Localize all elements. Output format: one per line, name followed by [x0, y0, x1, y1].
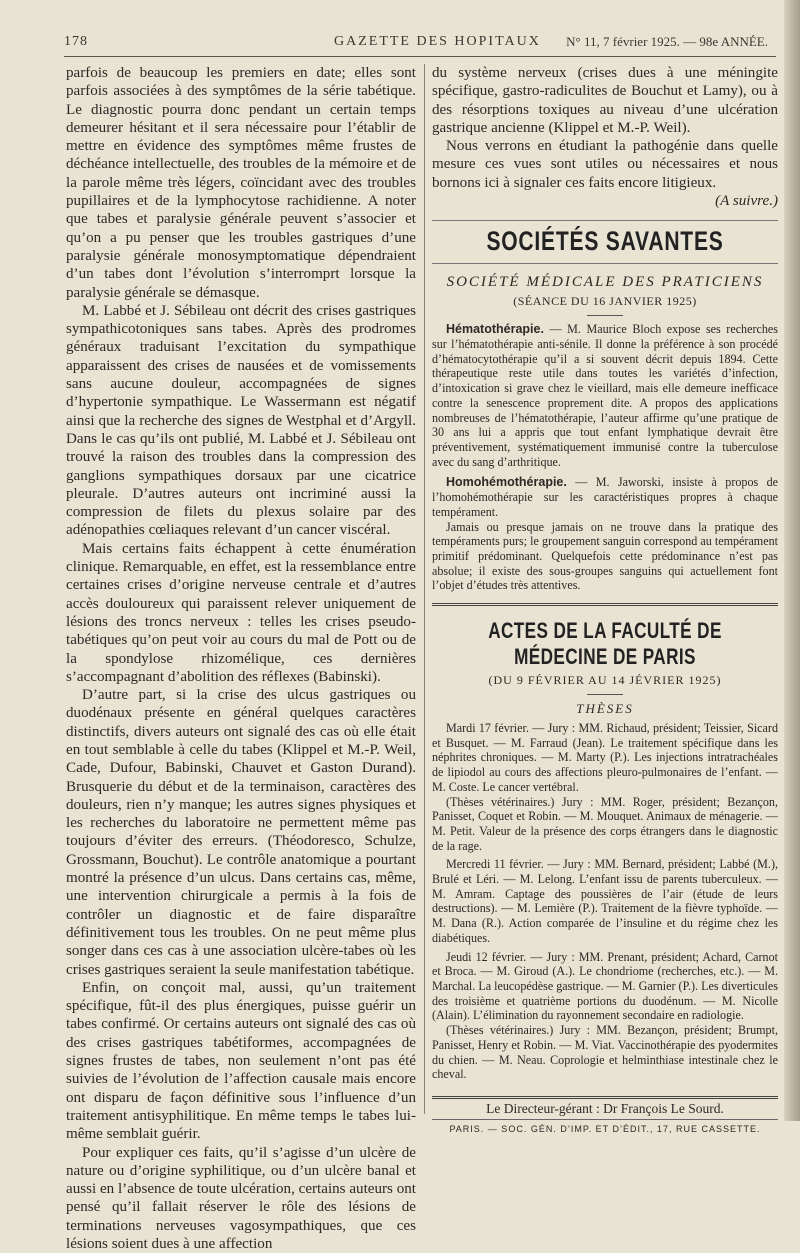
section-banner-societes — [432, 220, 778, 264]
thesis-entry: (Thèses vétérinaires.) Jury : MM. Roger, président; Bezançon, Panisset, Coquet et Robin. — M. Mouquet. Animaux de ménagerie. — M. Petit. Valeur de la présence des corps étrangers dans le diagnostic de la rage. — [432, 794, 778, 853]
paragraph: D’autre part, si la crise des ulcus gastriques ou duodénaux présente en général quelques caractères distinctifs, divers auteurs ont signalé des cas où elle était en tout semblable à celle du tabes (Klippel et M.-P. Weil, Cade, Dufour, Babinski, Chauvet et Gaston Durand). Brusquerie du début et de la terminaison, caractères des douleurs, rien n’y manque; les autres signes physiques et les recherches du laboratoire ne permettent même pas toujours d’éviter des erreurs. (Théodoresco, Schulze, Grossmann, Bouchut). Le contrôle anatomique a pourtant montré la présence d’un ulcus. Dans certains cas, même, une intervention chirurgicale a permis à la fois de contrôler un diagnostic et de faire disparaître définitivement tous les troubles. On ne peut même plus songer dans ces cas à une association ulcère-tabes où les crises gastriques seraient la seule manifestation tabétique. — [66, 687, 416, 978]
report-item — [432, 475, 778, 519]
column-divider — [424, 64, 425, 1114]
issue-info: N° 11, 7 février 1925. — 98e ANNÉE. — [566, 34, 768, 49]
short-divider — [587, 315, 623, 316]
paragraph: Nous verrons en étudiant la pathogénie dans quelle mesure ces vues sont utiles ou nécessaires et nous bornons ici à signaler ces faits encore litigieux. — [432, 138, 778, 191]
director-line: Le Directeur-gérant : Dr François Le Sourd. — [486, 1100, 724, 1116]
short-divider — [587, 694, 623, 695]
paragraph: M. Labbé et J. Sébileau ont décrit des crises gastriques sympathicotoniques sans tabes. Après des prodromes généraux traduisant l’excitation du sympathique apparaissent des crises de nausées et de vomissements sans aucune douleur, accompagnées de signes d’hypertonie sympathique. Le Wassermann est négatif ainsi que la recherche des signes de Westphal et d’Argyll. Dans le cas qu’ils ont publié, M. Labbé et J. Sébileau ont trouvé la raison des troubles dans la compression des ganglions sympathiques dorsaux par une cicatrice pleurale. D’autres auteurs ont incriminé aussi la compression de filets du plexus solaire par des adénopathies cœliaques relevant d’un cancer viscéral. — [66, 302, 416, 539]
article-continuation — [432, 64, 778, 210]
session-date: (SÉANCE DU 16 JANVIER 1925) — [513, 294, 697, 309]
paragraph: Enfin, on conçoit mal, aussi, qu’un traitement spécifique, fût-il des plus énergiques, puisse guérir un tabes confirmé. Or certains auteurs ont signalé des cas où des crises gastriques tabétiformes, accompagnées de signes frustes de tabes, non seulement n’ont pas été suivies de l’évolution de l’affection causale mais encore ont disparu de façon définitive sous l’influence d’un traitement antisyphilitique. En même temps le tabes lui-même semblait guérir. — [66, 979, 416, 1143]
journal-title: GAZETTE DES HOPITAUX — [334, 34, 541, 49]
society-name: SOCIÉTÉ MÉDICALE DES PRATICIENS — [446, 274, 764, 291]
paragraph: du système nerveux (crises dues à une méningite spécifique, gastro-radiculites de Bouchut et Lamy), ou à des résorptions toxiques au niveau d’une ulcération gastrique ancienne (Klippel et M.-P. Weil). — [432, 65, 778, 136]
paragraph: Pour expliquer ces faits, qu’il s’agisse d’un ulcère de nature ou d’origine syphilitique, ou d’un ulcère banal et aussi en l’absence de toute ulcération, certains auteurs ont pensé qu’il fallait réserver le rôle des lésions de terminations nerveuses vagosympathiques, que ces lésions soient dues à une affection — [66, 1144, 416, 1252]
report-text: — M. Jaworski, insiste à propos de l’homohémothérapie sur les caractéristiques propres à chaque tempérament. — [432, 475, 778, 519]
report-text: — M. Maurice Bloch expose ses recherches sur l’hématothérapie anti-sénile. Il donne la préférence à son procédé d’hématocytothérapie qu’il a si souvent décrit depuis 1894. Cette thérapeutique reste utile dans toutes les variétés d’infection, d’intoxication si grave chez le vieillard, mais elle demeure inefficace contre la senescence proprement dite. A propos des applications nombreuses de l’hématothérapie, l’auteur affirme qu’une pratique de 30 ans lui a appris que tout enfant lymphatique devrait être préventivement, systématiquement immunisé contre la tuberculose avec du sang d’arthritique. — [432, 322, 778, 469]
section-title: ACTES DE LA FACULTÉ DE MÉDECINE DE PARIS — [488, 618, 722, 670]
footer-divider — [432, 1096, 778, 1099]
thesis-entry: Jeudi 12 février. — Jury : MM. Prenant, président; Achard, Carnot et Broca. — M. Giroud (A.). Le chondriome (recherches, etc.). — M. Marchal. La leucopédèse gastrique. — M. Garnier (P.). Les diverticules des troisième et quatrième portions du duodénum. — M. Nicolle (Alain). L’élimination du rayonnement secondaire en radiologie. — [432, 949, 778, 1023]
theses-list — [432, 721, 778, 1082]
report-topic: Homohémothérapie. — [446, 475, 567, 490]
paragraph: parfois de beaucoup les premiers en date; elles sont parfois associées à des symptômes de la série tabétique. Le diagnostic pourra donc pendant un certain temps demeurer hésitant et il sera nécessaire pour l’établir de mettre en évidence des symptômes même frustes de déchéance intellectuelle, des troubles de la mémoire et de la parole même très légers, coïncidant avec des troubles pupillaires et de la lymphocytose rachidienne. A noter que tabes et paralysie générale peuvent s’associer et qu’on a pu penser que les troubles gastriques d’une paralysie générale monosymptomatique dépendraient d’un tabes dont l’évolution s’interromprt lorsque la paralysie générale se démasque. — [66, 65, 416, 301]
section-title: SOCIÉTÉS SAVANTES — [486, 226, 724, 257]
thesis-entry: Mardi 17 février. — Jury : MM. Richaud, président; Teissier, Sicard et Busquet. — M. Farraud (Jean). Le traitement spécifique dans les néphrites chroniques. — M. Marty (P.). Les injections intratrachéales de lipiodol au cours des affections pleuro-pulmonaires de l’enfant. — M. Coste. Le cancer vertébral. — [432, 721, 778, 794]
footer-thin-rule — [432, 1119, 778, 1120]
section-banner-faculte — [432, 618, 778, 670]
report-text: Jamais ou presque jamais on ne trouve dans la pratique des tempéraments purs; le groupement sanguin correspond au tempérament primitif prédominant. Quelquefois cette prédominance n’est pas absolue; il existe des sous-groupes sanguins qui actuellement font l’objet d’études très attentives. — [432, 519, 778, 593]
theses-heading: THÈSES — [576, 701, 634, 717]
to-be-continued: (A suivre.) — [715, 193, 778, 210]
imprint-line: PARIS. — SOC. GÉN. D’IMP. ET D’ÉDIT., 17, RUE CASSETTE. — [449, 1123, 761, 1134]
faculty-dates: (DU 9 FÉVRIER AU 14 JÉVRIER 1925) — [488, 673, 722, 688]
report-item — [432, 322, 778, 469]
report-topic: Hématothérapie. — [446, 322, 544, 337]
header-rule — [64, 56, 776, 57]
running-header — [64, 34, 776, 56]
paragraph: Mais certains faits échappent à cette énumération clinique. Remarquable, en effet, est la ressemblance entre certaines crises d’origine nerveuse centrale et d’autres accès douloureux qui paraissent relever uniquement de lésions des troncs nerveux : telles les crises pseudo-tabétiques qu’on peut voir au cours du mal de Pott ou de la spondylose rhizomélique, ces dernières s’accompagnant d’abolition des réflexes (Babinski). — [66, 540, 416, 685]
page-edge — [784, 0, 800, 1121]
thesis-entry: (Thèses vétérinaires.) Jury : MM. Bezançon, président; Brumpt, Panisset, Henry et Robin. — M. Viat. Vaccinothérapie des pyodermites du chien. — M. Neau. Coprologie et helminthiase intestinale chez le cheval. — [432, 1023, 778, 1082]
thesis-entry: Mercredi 11 février. — Jury : MM. Bernard, président; Labbé (M.), Brulé et Léri. — M. Lelong. L’enfant issu de parents tuberculeux. — M. Amram. Captage des poussières de l’air (étude de leurs destructions). — M. Lemière (P.). Traitement de la fièvre typhoïde. — M. Dana (R.). Action comparée de l’insuline et du régime chez les diabétiques. — [432, 857, 778, 945]
right-column — [432, 64, 778, 1134]
section-divider — [432, 603, 778, 606]
society-report — [432, 322, 778, 593]
page-number: 178 — [64, 34, 88, 49]
left-column — [66, 64, 416, 1253]
